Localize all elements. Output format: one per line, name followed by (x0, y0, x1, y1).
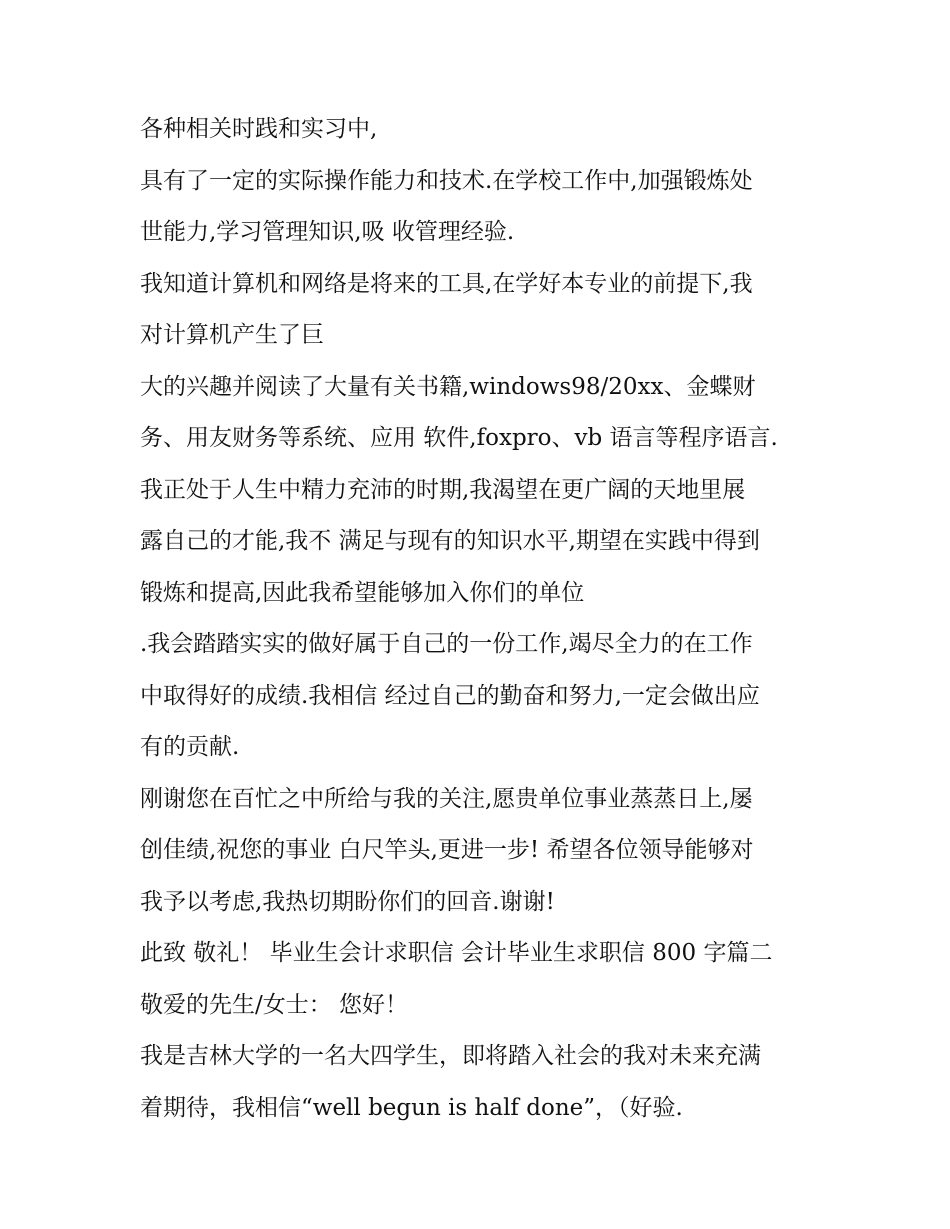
text-line: 着期待，我相信“well begun is half done”，（好验. (140, 1094, 683, 1121)
text-line: .我会踏踏实实的做好属于自己的一份工作,竭尽全力的在工作 (140, 631, 753, 657)
text-line: 此致 敬礼！ 毕业生会计求职信 会计毕业生求职信 800 字篇二 (140, 940, 773, 966)
text-line: 世能力,学习管理知识,吸 收管理经验. (140, 219, 515, 245)
text-line: 对计算机产生了巨 (140, 322, 324, 348)
text-line: 具有了一定的实际操作能力和技术.在学校工作中,加强锻炼处 (140, 167, 753, 194)
text-line: 务、用友财务等系统、应用 软件,foxpro、vb 语言等程序语言. (140, 425, 778, 451)
text-line: 我予以考虑,我热切期盼你们的回音.谢谢! (140, 888, 555, 915)
text-line: 我是吉林大学的一名大四学生，即将踏入社会的我对未来充满 (140, 1043, 761, 1069)
text-line: 露自己的才能,我不 满足与现有的知识水平,期望在实践中得到 (140, 528, 760, 554)
text-line: 刚谢您在百忙之中所给与我的关注,愿贵单位事业蒸蒸日上,屡 (140, 785, 753, 812)
text-line: 锻炼和提高,因此我希望能够加入你们的单位 (140, 579, 585, 606)
text-line: 创佳绩,祝您的事业 白尺竿头,更进一步! 希望各位领导能够对 (140, 837, 754, 863)
text-line: 各种相关时践和实习中, (140, 116, 378, 142)
document-body (140, 104, 820, 1134)
text-line: 我知道计算机和网络是将来的工具,在学好本专业的前提下,我 (140, 270, 753, 297)
text-line: 有的贡献. (140, 734, 240, 760)
text-line: 中取得好的成绩.我相信 经过自己的勤奋和努力,一定会做出应 (140, 682, 760, 709)
text-line: 我正处于人生中精力充沛的时期,我渴望在更广阔的天地里展 (140, 476, 746, 503)
text-line: 敬爱的先生/女士： 您好！ (140, 991, 409, 1018)
text-line: 大的兴趣并阅读了大量有关书籍,windows98/20xx、金蝶财 (140, 373, 756, 400)
